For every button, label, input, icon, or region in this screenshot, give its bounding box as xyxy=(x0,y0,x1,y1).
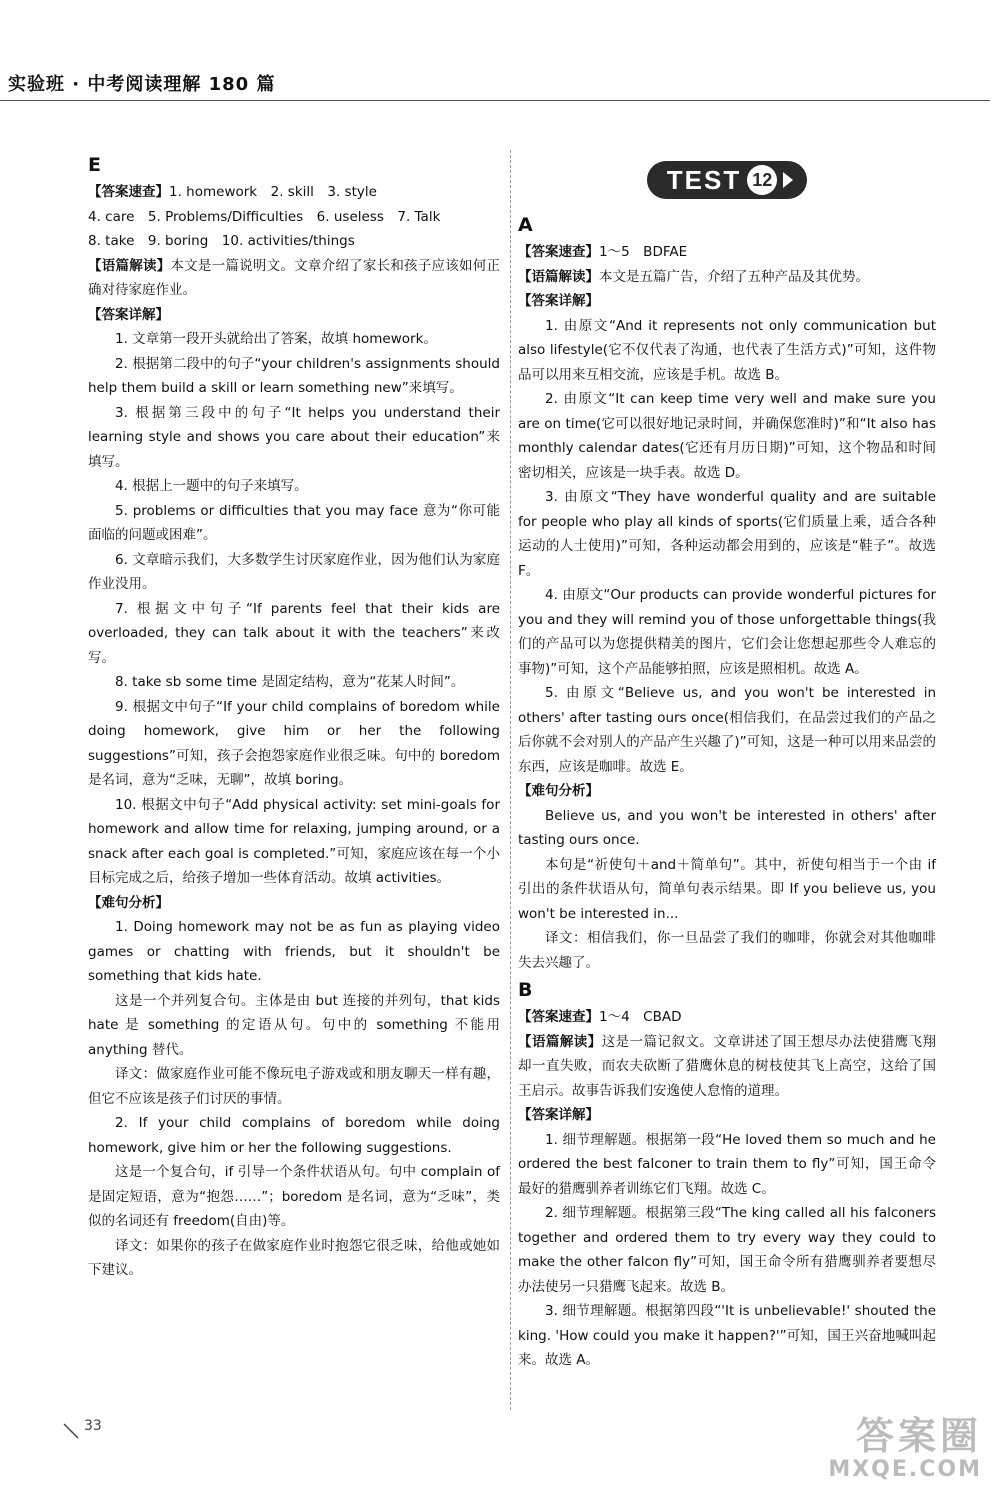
answers-text: 1～5 BDFAE xyxy=(599,244,688,260)
detail-item: 5. 由原文“Believe us, and you won't be interested in others' after tasting ours once(相信我们，在品尝过我们的产品之后你就不会对别人的产品产生兴趣了)”可知，这是一种可以用来品尝的东西，应该是咖啡。故选 E。 xyxy=(518,685,936,775)
right-column xyxy=(518,150,936,1373)
detail-item: 3. 由原文“They have wonderful quality and are suitable for people who play all kinds of sports(它们质量上乘，适合各种运动的人士使用)”可知，各种运动都会用到的，应该是“鞋子”。故选 F。 xyxy=(518,489,936,579)
answers-tag: 【答案速查】 xyxy=(518,244,599,260)
analysis-tag: 【难句分析】 xyxy=(88,894,169,911)
detail-item: 4. 由原文“Our products can provide wonderful pictures for you and they will remind you of those unforgettable things(我们的产品可以为您提供精美的图片，它们会让您想起那些令人难忘的事物)”可知，这个产品能够拍照，应该是照相机。故选 A。 xyxy=(518,587,936,677)
reading-text: 这是一篇记叙文。文章讲述了国王想尽办法使猎鹰飞翔却一直失败，而农夫砍断了猎鹰休息的树枝使其飞上高空，这给了国王启示。故事告诉我们安逸使人怠惰的道理。 xyxy=(518,1033,937,1099)
book-header-title: 实验班 · 中考阅读理解 180 篇 xyxy=(8,74,276,95)
test-badge-label: TEST xyxy=(666,164,742,195)
reading-text: 本文是五篇广告，介绍了五种产品及其优势。 xyxy=(599,268,869,285)
reading-text: 本文是一篇说明文。文章介绍了家长和孩子应该如何正确对待家庭作业。 xyxy=(88,257,501,298)
answers-tag: 【答案速查】 xyxy=(88,184,169,200)
detail-item: 1. 由原文“And it represents not only communication but also lifestyle(它不仅代表了沟通，也代表了生活方式)”可知，这件物品可以用来互相交流，应该是手机。故选 B。 xyxy=(518,317,936,383)
analysis-item: Believe us, and you won't be interested in others' after tasting ours once. xyxy=(518,807,936,848)
detail-item: 2. 根据第二段中的句子“your children's assignments should help them build a skill or learn something new”来填写。 xyxy=(88,355,500,396)
detail-item: 9. 根据文中句子“If your child complains of boredom while doing homework, give him or her the following suggestions”可知，孩子会抱怨家庭作业很乏味。句中的 boredom 是名词，意为“乏味，无聊”，故填 boring。 xyxy=(88,698,500,788)
analysis-item: 这是一个复合句，if 引导一个条件状语从句。句中 complain of 是固定短语，意为“抱怨……”；boredom 是名词，意为“乏味”，类似的名词还有 freedom(自由)等。 xyxy=(88,1164,500,1229)
answers-line xyxy=(518,240,936,265)
detail-item: 3. 根据第三段中的句子“It helps you understand their learning style and shows you care about their education”来填写。 xyxy=(88,404,500,470)
detail-item: 7. 根据文中句子“If parents feel that their kids are overloaded, they can talk about it with the teachers”来改写。 xyxy=(88,600,500,666)
details-tag: 【答案详解】 xyxy=(518,293,599,309)
play-arrow-icon xyxy=(783,172,793,188)
reading-tag: 【语篇解读】 xyxy=(88,257,171,274)
analysis-item: 1. Doing homework may not be as fun as playing video games or chatting with friends, but it shouldn't be something that kids hate. xyxy=(88,919,500,984)
detail-item: 3. 细节理解题。根据第四段“'It is unbelievable!' shouted the king. 'How could you make it happen?'”可知，国王兴奋地喊叫起来。故选 A。 xyxy=(518,1303,936,1368)
detail-item: 4. 根据上一题中的句子来填写。 xyxy=(115,478,308,494)
header-rule xyxy=(0,100,990,101)
test-badge-wrap xyxy=(518,150,936,210)
answers-line: 4. care 5. Problems/Difficulties 6. useless 7. Talk xyxy=(88,208,441,225)
section-a-title: A xyxy=(518,214,533,236)
watermark xyxy=(828,1415,982,1482)
page-number: 33 xyxy=(84,1418,102,1434)
details-tag: 【答案详解】 xyxy=(88,306,169,323)
answers-text: 1. homework 2. skill 3. style xyxy=(169,184,377,200)
detail-item: 8. take sb some time 是固定结构，意为“花某人时间”。 xyxy=(115,674,465,690)
detail-item: 6. 文章暗示我们，大多数学生讨厌家庭作业，因为他们认为家庭作业没用。 xyxy=(88,551,500,592)
pen-icon xyxy=(62,1420,82,1440)
reading-paragraph xyxy=(88,254,500,303)
reading-tag: 【语篇解读】 xyxy=(518,268,599,285)
detail-item: 2. 细节理解题。根据第三段“The king called all his falconers together and ordered them to try every way they could to make the other falcon fly”可知，国王命令所有猎鹰驯养者要想尽办法使另一只猎鹰飞起来。故选 B。 xyxy=(518,1205,936,1295)
detail-item: 2. 由原文“It can keep time very well and make sure you are on time(它可以很好地记录时间，并确保您准时)”和“It also has monthly calendar dates(它还有月历日期)”可知，这个物品和时间密切相关，应该是一块手表。故选 D。 xyxy=(518,391,936,481)
answers-text: 1～4 CBAD xyxy=(599,1009,682,1025)
test-badge-number: 12 xyxy=(747,165,777,195)
reading-paragraph xyxy=(518,1030,936,1104)
left-column xyxy=(88,150,500,1283)
reading-tag: 【语篇解读】 xyxy=(518,1033,602,1050)
analysis-item: 2. If your child complains of boredom while doing homework, give him or her the following suggestions. xyxy=(88,1115,500,1156)
analysis-item: 译文：做家庭作业可能不像玩电子游戏或和朋友聊天一样有趣，但它不应该是孩子们讨厌的事情。 xyxy=(88,1066,500,1107)
section-e-title: E xyxy=(88,154,101,176)
analysis-item: 译文：如果你的孩子在做家庭作业时抱怨它很乏味，给他或她如下建议。 xyxy=(88,1237,500,1278)
reading-paragraph xyxy=(518,265,936,290)
analysis-item: 译文：相信我们，你一旦品尝了我们的咖啡，你就会对其他咖啡失去兴趣了。 xyxy=(518,930,936,971)
test-badge xyxy=(647,161,807,199)
detail-item: 1. 文章第一段开头就给出了答案，故填 homework。 xyxy=(115,331,437,347)
details-tag: 【答案详解】 xyxy=(518,1107,599,1123)
detail-item: 10. 根据文中句子“Add physical activity: set mini-goals for homework and allow time for relaxing, jumping around, or a snack after each goal is completed.”可知，家庭应该在每一个小目标完成之后，给孩子增加一些体育活动。故填 activities。 xyxy=(88,796,500,886)
analysis-item: 这是一个并列复合句。主体是由 but 连接的并列句，that kids hate 是 something 的定语从句。句中的 something 不能用 anything 替代。 xyxy=(88,992,500,1058)
analysis-item: 本句是“祈使句＋and＋简单句”。其中，祈使句相当于一个由 if 引出的条件状语从句，简单句表示结果。即 If you believe us, you won't be interested in... xyxy=(518,856,936,922)
watermark-url: MXQE.COM xyxy=(828,1457,982,1482)
answers-tag: 【答案速查】 xyxy=(518,1009,599,1025)
detail-item: 5. problems or difficulties that you may face 意为“你可能面临的问题或困难”。 xyxy=(88,502,500,543)
watermark-logo-text: 答案圈 xyxy=(855,1414,982,1458)
analysis-tag: 【难句分析】 xyxy=(518,783,599,799)
answers-line xyxy=(518,1005,936,1030)
section-b-title: B xyxy=(518,979,533,1001)
answers-line: 8. take 9. boring 10. activities/things xyxy=(88,233,355,249)
column-divider xyxy=(510,150,511,1410)
detail-item: 1. 细节理解题。根据第一段“He loved them so much and he ordered the best falconer to train them to fly”可知，国王命令最好的猎鹰驯养者训练它们飞翔。故选 C。 xyxy=(518,1131,936,1197)
answers-line xyxy=(88,180,500,205)
